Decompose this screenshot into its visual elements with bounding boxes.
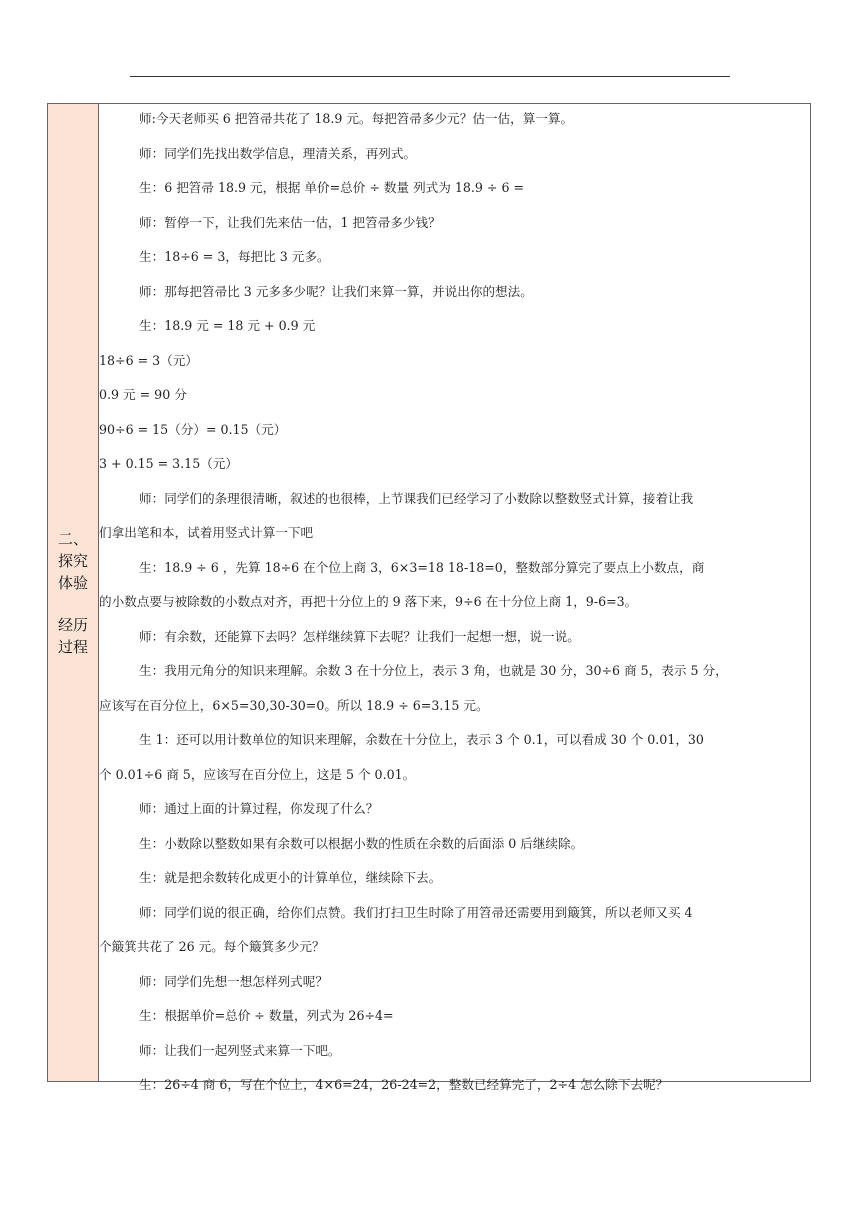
- dialogue-line-continued: 个簸箕共花了 26 元。每个簸箕多少元？: [99, 939, 325, 954]
- dialogue-line: 生：18÷6 = 3，每把比 3 元多。: [139, 249, 330, 264]
- dialogue-line: 生：小数除以整数如果有余数可以根据小数的性质在余数的后面添 0 后继续除。: [139, 835, 584, 851]
- dialogue-line-continued: 们拿出笔和本，试着用竖式计算一下吧: [99, 525, 314, 540]
- section-label-cell: [48, 104, 99, 1081]
- dialogue-line: 师：通过上面的计算过程，你发现了什么？: [139, 801, 379, 816]
- dialogue-line: 师：同学们说的很正确，给你们点赞。我们打扫卫生时除了用笤帚还需要用到簸箕，所以老师又买 4: [139, 904, 693, 920]
- section-title-line4: 过程: [57, 637, 88, 656]
- header-rule: [130, 76, 730, 77]
- dialogue-line: 师：同学们的条理很清晰，叙述的也很棒，上节课我们已经学习了小数除以整数竖式计算，接着让我: [139, 490, 694, 506]
- dialogue-line: 师：让我们一起列竖式来算一下吧。: [139, 1042, 341, 1058]
- dialogue-line-continued: 应该写在百分位上，6×5=30,30-30=0。所以 18.9 ÷ 6=3.15 元。: [99, 697, 489, 713]
- calculation-line: 18÷6 = 3（元）: [99, 352, 198, 368]
- dialogue-line: 生：18.9 ÷ 6 ，先算 18÷6 在个位上商 3，6×3=18 18-18=0，整数部分算完了要点上小数点，商: [139, 559, 705, 575]
- dialogue-line: 生：26÷4 商 6，写在个位上，4×6=24，26-24=2，整数已经算完了，2÷4 怎么除下去呢？: [139, 1077, 669, 1092]
- dialogue-line: 生：18.9 元 = 18 元 + 0.9 元: [139, 318, 316, 333]
- section-title-line3: 经历: [57, 615, 88, 634]
- dialogue-line: 生：我用元角分的知识来理解。余数 3 在十分位上，表示 3 角，也就是 30 分，30÷6 商 5，表示 5 分，: [139, 663, 728, 678]
- dialogue-line: 生：就是把余数转化成更小的计算单位，继续除下去。: [139, 870, 442, 885]
- calculation-line: 90÷6 = 15（分）= 0.15（元）: [99, 421, 287, 437]
- dialogue-line: 生：6 把笤帚 18.9 元，根据 单价=总价 ÷ 数量 列式为 18.9 ÷ 6 =: [139, 180, 525, 195]
- lesson-table: [47, 103, 811, 1092]
- section-number: 二、: [57, 529, 88, 548]
- dialogue-line: 师：同学们先想一想怎样列式呢？: [139, 973, 328, 989]
- dialogue-line: 师：暂停一下，让我们先来估一估，1 把笤帚多少钱？: [139, 214, 441, 230]
- content-cell: [99, 104, 810, 1092]
- dialogue-line-continued: 的小数点要与被除数的小数点对齐，再把十分位上的 9 落下来，9÷6 在十分位上商 1，9-6=3。: [99, 594, 638, 609]
- dialogue-line: 生：根据单价=总价 ÷ 数量，列式为 26÷4=: [139, 1008, 394, 1023]
- dialogue-line: 师：那每把笤帚比 3 元多多少呢？让我们来算一算，并说出你的想法。: [139, 283, 533, 299]
- calculation-line: 0.9 元 = 90 分: [99, 387, 187, 402]
- calculation-line: 3 + 0.15 = 3.15（元）: [99, 456, 238, 471]
- dialogue-line: 生 1：还可以用计数单位的知识来理解，余数在十分位上，表示 3 个 0.1，可以看成 30 个 0.01，30: [139, 732, 704, 747]
- dialogue-line: 师：有余数，还能算下去吗？怎样继续算下去呢？让我们一起想一想，说一说。: [139, 628, 580, 644]
- dialogue-line: 师：同学们先找出数学信息，理清关系，再列式。: [139, 145, 417, 161]
- section-title-line1: 探究: [57, 551, 88, 570]
- section-title-line2: 体验: [57, 573, 88, 592]
- dialogue-line-continued: 个 0.01÷6 商 5，应该写在百分位上，这是 5 个 0.01。: [99, 766, 416, 782]
- dialogue-line: 师:今天老师买 6 把笤帚共花了 18.9 元。每把笤帚多少元？估一估，算一算。: [139, 111, 574, 126]
